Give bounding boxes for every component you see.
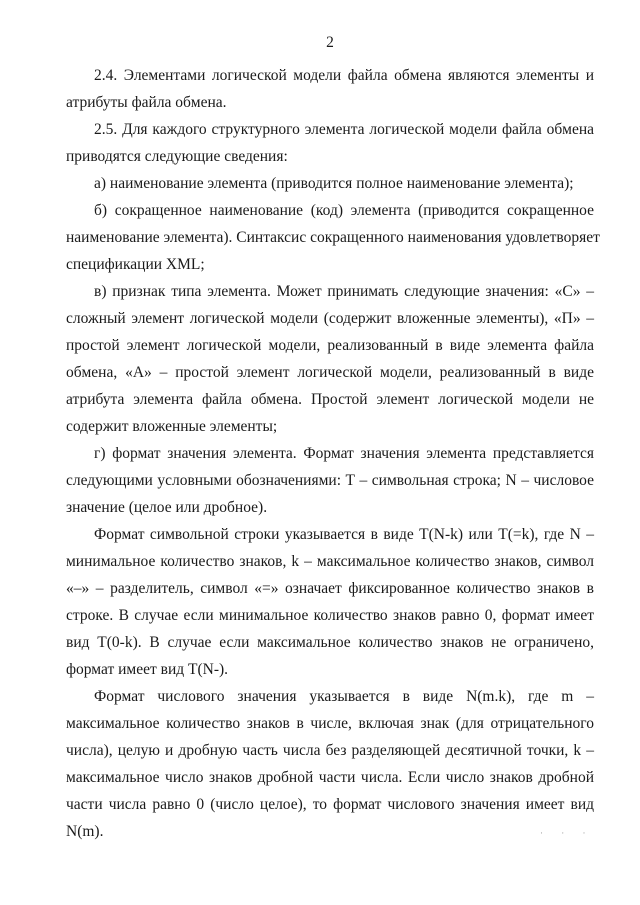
text-line: в) признак типа элемента. Может принимать следующие значения: «С» – <box>94 283 594 300</box>
text-line: спецификации XML; <box>66 256 205 273</box>
text-line: части числа равно 0 (число целое), то формат числового значения имеет вид <box>66 796 594 813</box>
text-line: Формат числового значения указывается в виде N(m.k), где m – <box>94 688 594 705</box>
text-line: максимальное количество знаков в числе, включая знак (для отрицательного <box>66 715 594 732</box>
text-line: б) сокращенное наименование (код) элемента (приводится сокращенное <box>94 202 594 219</box>
text-line: а) наименование элемента (приводится полное наименование элемента); <box>94 175 574 192</box>
text-line: сложный элемент логической модели (содержит вложенные элементы), «П» – <box>66 310 594 327</box>
text-line: строке. В случае если минимальное количество знаков равно 0, формат имеет <box>66 607 594 624</box>
text-line: вид T(0-k). В случае если максимальное количество знаков не ограничено, <box>66 634 594 651</box>
text-line: максимальное число знаков дробной части числа. Если число знаков дробной <box>66 769 594 786</box>
text-line: наименование элемента). Синтаксис сокращенного наименования удовлетворяет <box>66 229 600 246</box>
text-line: приводятся следующие сведения: <box>66 148 288 165</box>
page-number: 2 <box>326 34 334 51</box>
scan-artifact: · · · <box>540 828 594 838</box>
text-line: простой элемент логической модели, реализованный в виде элемента файла <box>66 337 594 354</box>
text-line: атрибуты файла обмена. <box>66 94 227 111</box>
text-line: 2.5. Для каждого структурного элемента логической модели файла обмена <box>94 121 594 138</box>
text-line: формат имеет вид T(N-). <box>66 661 229 678</box>
text-line: г) формат значения элемента. Формат значения элемента представляется <box>94 445 594 462</box>
text-line: 2.4. Элементами логической модели файла обмена являются элементы и <box>94 67 594 84</box>
text-line: значение (целое или дробное). <box>66 499 268 516</box>
text-line: атрибута элемента файла обмена. Простой элемент логической модели не <box>66 391 594 408</box>
text-line: содержит вложенные элементы; <box>66 418 278 435</box>
text-line: следующими условными обозначениями: Т – символьная строка; N – числовое <box>66 472 594 489</box>
text-line: обмена, «А» – простой элемент логической модели, реализованный в виде <box>66 364 594 381</box>
text-line: N(m). <box>66 823 104 840</box>
text-line: Формат символьной строки указывается в виде T(N-k) или T(=k), где N – <box>94 526 594 543</box>
text-line: минимальное количество знаков, k – максимальное количество знаков, символ <box>66 553 594 570</box>
text-line: «–» – разделитель, символ «=» означает фиксированное количество знаков в <box>66 580 594 597</box>
text-line: числа), целую и дробную часть числа без разделяющей десятичной точки, k – <box>66 742 594 759</box>
